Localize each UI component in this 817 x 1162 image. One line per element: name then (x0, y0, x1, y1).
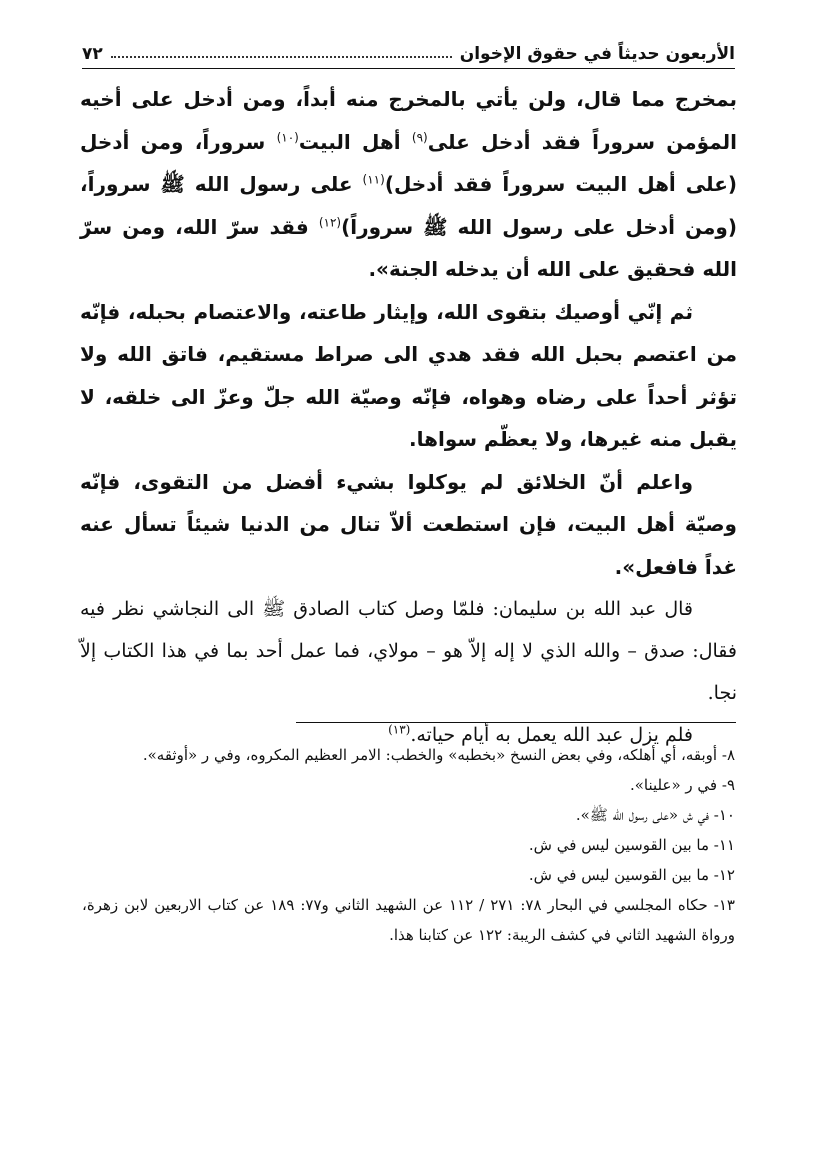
paragraph-2: ثم إنّي أوصيك بتقوى الله، وإيثار طاعته، والاعتصام بحبله، فإنّه من اعتصم بحبل الله فقد هدي الى صراط مستقيم، فاتق الله ولا تؤثر أحداً على رضاه وهواه، فإنّه وصيّة الله جلّ وعزّ الى خلقه، لا يقبل منه غيرها، ولا يعظّم سواها. (80, 299, 737, 451)
page-number: ٧٢ (82, 44, 103, 64)
page-header (82, 34, 735, 69)
header-dot-leader (111, 56, 452, 58)
paragraph-3: واعلم أنّ الخلائق لم يوكلوا بشيء أفضل من التقوى، فإنّه وصيّة أهل البيت، فإن استطعت ألاّ تنال من الدنيا شيئاً تسأل عنه غداً فافعل». (80, 469, 737, 579)
paragraph-1: بمخرج مما قال، ولن يأتي بالمخرج منه أبداً، ومن أدخل على أخيه المؤمن سروراً فقد أدخل على$^{(٩)}$ أهل البيت$^{(١٠)}$ سروراً، ومن أدخل (على أهل البيت سروراً فقد أدخل)$^{(١١)}$ على رسول الله ﷺ سروراً، (ومن أدخل على رسول الله ﷺ سروراً)$^{(١٢)}$ فقد سرّ الله، ومن سرّ الله فحقيق على الله أن يدخله الجنة». (80, 87, 738, 281)
main-text (80, 78, 737, 756)
footnote-9: ٩- في ر «علينا». (629, 776, 735, 794)
footnote-11: ١١- ما بين القوسين ليس في ش. (528, 836, 735, 854)
paragraph-5: فلم يزل عبد الله يعمل به أيام حياته.$^{(١٣)}$ (388, 722, 693, 746)
footnote-8: ٨- أوبقه، أي أهلكه، وفي بعض النسخ «بخطبه» والخطب: الامر العظيم المكروه، وفي ر «أوثقه». (142, 746, 735, 764)
footnote-10: ١٠- في ش «على رسول الله ﷺ». (575, 806, 735, 824)
note-ref-10: (١٠) (276, 129, 299, 144)
note-ref-13: (١٣) (388, 722, 411, 737)
running-title: الأربعون حديثاً في حقوق الإخوان (459, 44, 735, 64)
note-ref-12: (١٢) (318, 214, 342, 229)
note-ref-11: (١١) (362, 172, 385, 187)
footnotes (82, 740, 735, 950)
footnote-12: ١٢- ما بين القوسين ليس في ش. (528, 866, 735, 884)
paragraph-4: قال عبد الله بن سليمان: فلمّا وصل كتاب الصادق ﷺ الى النجاشي نظر فيه فقال: صدق – والله الذي لا إله إلاّ هو – مولاي، فما عمل أحد بما في هذا الكتاب إلاّ نجا. (80, 598, 737, 704)
footnote-13: ١٣- حكاه المجلسي في البحار ٧٨: ٢٧١ / ١١٢ عن الشهيد الثاني و٧٧: ١٨٩ عن كتاب الاربعين لابن زهرة، ورواة الشهيد الثاني في كشف الريبة: ١٢٢ عن كتابنا هذا. (82, 896, 735, 944)
footnote-separator (296, 722, 736, 723)
note-ref-9: (٩) (411, 129, 428, 144)
